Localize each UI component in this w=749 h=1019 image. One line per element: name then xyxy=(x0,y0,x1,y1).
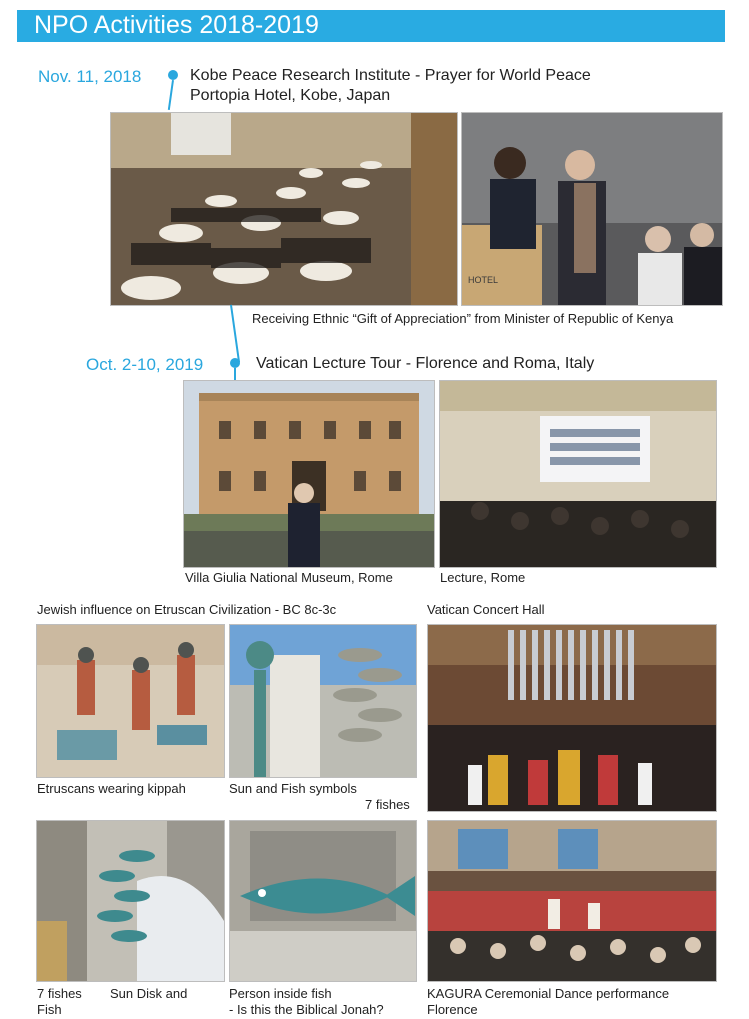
photo-lecture-rome xyxy=(439,380,717,568)
section-heading-etruscan: Jewish influence on Etruscan Civilization - BC 8c-3c xyxy=(37,602,337,617)
photo-seven-fishes xyxy=(36,820,225,982)
caption-kippah: Etruscans wearing kippah xyxy=(37,781,186,796)
event1-location: Portopia Hotel, Kobe, Japan xyxy=(190,87,391,104)
hotel-sign-label: HOTEL xyxy=(468,275,499,285)
caption-sun-fish: Sun and Fish symbols xyxy=(229,781,357,796)
caption-seven-fishes-bottom: 7 fishes xyxy=(37,986,82,1001)
photo-sun-fish-symbols xyxy=(229,624,417,778)
caption-jonah: - Is this the Biblical Jonah? xyxy=(229,1002,384,1017)
event2-date: Oct. 2-10, 2019 xyxy=(86,355,204,374)
photo-vatican-concert xyxy=(427,624,717,812)
event1-title: Kobe Peace Research Institute - Prayer for World Peace xyxy=(190,67,591,84)
timeline-connector-3 xyxy=(234,368,236,380)
caption-fish: Fish xyxy=(37,1002,62,1017)
photo-banquet-hall xyxy=(110,112,458,306)
photo-kagura-dance xyxy=(427,820,717,982)
event1-date: Nov. 11, 2018 xyxy=(38,67,142,86)
timeline-dot-1 xyxy=(168,70,178,80)
event2-title: Vatican Lecture Tour - Florence and Roma, Italy xyxy=(256,355,595,372)
caption-lecture: Lecture, Rome xyxy=(440,570,526,585)
caption-villa-giulia: Villa Giulia National Museum, Rome xyxy=(185,570,393,585)
caption-seven-fishes: 7 fishes xyxy=(365,797,410,812)
event1-photo-caption: Receiving Ethnic “Gift of Appreciation” from Minister of Republic of Kenya xyxy=(252,311,674,326)
photo-person-inside-fish xyxy=(229,820,417,982)
caption-sun-disk: Sun Disk and xyxy=(110,986,188,1001)
section-heading-concert: Vatican Concert Hall xyxy=(427,602,545,617)
caption-kagura: KAGURA Ceremonial Dance performance xyxy=(427,986,670,1001)
caption-person-fish: Person inside fish xyxy=(229,986,332,1001)
photo-etruscan-fresco xyxy=(36,624,225,778)
photo-villa-giulia xyxy=(183,380,435,568)
photo-gift-ceremony xyxy=(461,112,723,306)
page-title: NPO Activities 2018-2019 xyxy=(34,11,319,39)
caption-florence: Florence xyxy=(427,1002,478,1017)
timeline-dot-2 xyxy=(230,358,240,368)
timeline-connector-1 xyxy=(168,80,174,110)
timeline-connector-2 xyxy=(230,305,240,363)
